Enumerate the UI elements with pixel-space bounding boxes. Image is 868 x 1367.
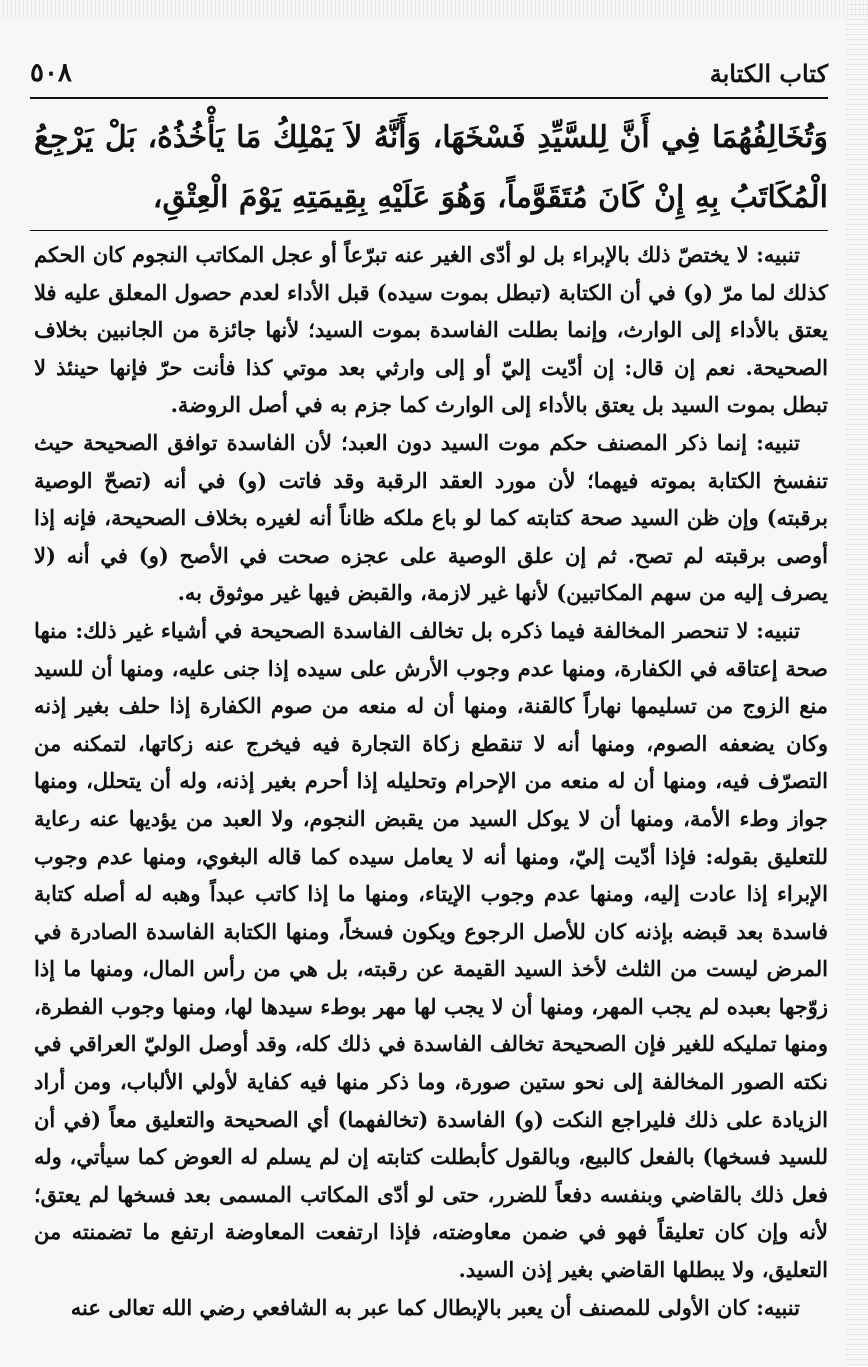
commentary-sharh xyxy=(34,236,828,1326)
commentary-paragraph-4: تنبيه: كان الأولى للمصنف أن يعبر بالإبطال كما عبر به الشافعي رضي الله تعالى عنه xyxy=(70,1294,800,1320)
page-header xyxy=(30,52,828,94)
matn-separator-rule xyxy=(30,230,828,231)
header-rule xyxy=(30,97,828,99)
matn-paragraph: وَتُخَالِفُهُمَا فِي أَنَّ لِلسَّيِّدِ فَسْخَهَا، وَأَنَّهُ لاَ يَمْلِكُ مَا يَأْخُذُهُ، بَلْ يَرْجِعُ الْمُكَاتَبُ بِهِ إِنْ كَانَ مُتَقَوَّماً، وَهُوَ عَلَيْهِ بِقِيمَتِهِ يَوْمَ الْعِتْقِ، xyxy=(34,120,828,215)
running-title: كتاب الكتابة xyxy=(709,58,828,88)
scan-edge-right xyxy=(846,0,868,1367)
commentary-paragraph-1: تنبيه: لا يختصّ ذلك بالإبراء بل لو أدّى الغير عنه تبرّعاً أو عجل المكاتب النجوم كان الحكم كذلك لما مرّ (و) في أن الكتابة (تبطل بموت سيده) قبل الأداء لعدم حصول المعلق عليه فلا يعتق بالأداء إلى الوارث، وإنما بطلت الفاسدة بموت السيد؛ لأنها جائزة من الجانبين بخلاف الصحيحة. نعم إن قال: إن أدّيت إليّ أو إلى وارثي بعد موتي كذا فأنت حرّ فإنها حينئذ لا تبطل بموت السيد بل يعتق بالأداء إلى الوارث كما جزم به في أصل الروضة. xyxy=(34,242,828,418)
main-text-matn xyxy=(34,108,828,228)
page-number: ٥٠٨ xyxy=(30,58,72,88)
scan-edge-top xyxy=(0,0,868,18)
commentary-paragraph-2: تنبيه: إنما ذكر المصنف حكم موت السيد دون العبد؛ لأن الفاسدة توافق الصحيحة حيث تنفسخ الكتابة بموته فيهما؛ لأن مورد العقد الرقبة وقد فاتت (و) في أنه (تصحّ الوصية برقبته) وإن ظن السيد صحة كتابته كما لو باع ملكه ظاناً أنه لغيره بخلاف الصحيحة، فإنه إذا أوصى برقبته لم تصح. ثم إن علق الوصية على عجزه صحت في الأصح (و) في أنه (لا يصرف إليه من سهم المكاتبين) لأنها غير لازمة، والقبض فيها غير موثوق به. xyxy=(34,429,828,606)
commentary-paragraph-3: تنبيه: لا تنحصر المخالفة فيما ذكره بل تخالف الفاسدة الصحيحة في أشياء غير ذلك: منها صحة إعتاقه في الكفارة، ومنها عدم وجوب الأرش على سيده إذا جنى عليه، ومنها أن للسيد منع الزوج من تسليمها نهاراً كالقنة، ومنها أن له منعه من صوم الكفارة إذا حلف بغير إذنه وكان يضعفه الصوم، ومنها أنه لا تنقطع زكاة التجارة فيه فيخرج عنه زكاتها، لتمكنه من التصرّف فيه، ومنها أن له منعه من الإحرام وتحليله إذا أحرم بغير إذنه، وله أن يتحلل، ومنها جواز وطء الأمة، ومنها أن لا يوكل السيد من يقبض النجوم، ولا العبد من يؤديها عنه رعاية للتعليق بقوله: فإذا أدّيت إليّ، ومنها أنه لا يعامل سيده كما قاله البغوي، ومنها عدم وجوب الإبراء إذا عادت إليه، ومنها عدم وجوب الإيتاء، ومنها ما إذا كاتب عبداً وهبه له أصله كتابة فاسدة بعد قبضه بإذنه كان للأصل الرجوع ويكون فسخاً، ومنها الكتابة الفاسدة الصادرة في المرض ليست من الثلث لأخذ السيد القيمة عن رقبته، بل هي من رأس المال، ومنها ما إذا زوّجها بعبده لم يجب المهر، ومنها أن لا يجب لها مهر بوطء سيدها لها، ومنها وجوب الفطرة، ومنها تمليكه للغير فإن الصحيحة تخالف الفاسدة في ذلك كله، وقد أوصل الوليّ العراقي في نكته الصور المخالفة إلى نحو ستين صورة، وما ذكر منها فيه كفاية لأولي الألباب، ومن أراد الزيادة على ذلك فليراجع النكت (و) الفاسدة (تخالفهما) أي الصحيحة والتعليق معاً (في أن للسيد فسخها) بالفعل كالبيع، وبالقول كأبطلت كتابته إن لم يسلم له العوض كما سيأتي، وله فعل ذلك بالقاضي وبنفسه دفعاً للضرر، حتى لو أدّى المكاتب المسمى بعد فسخها لم يعتق؛ لأنه وإن كان تعليقاً فهو في ضمن معاوضته، فإذا ارتفعت المعاوضة ارتفع ما تضمنته من التعليق، ولا يبطلها القاضي بغير إذن السيد. xyxy=(34,617,828,1283)
